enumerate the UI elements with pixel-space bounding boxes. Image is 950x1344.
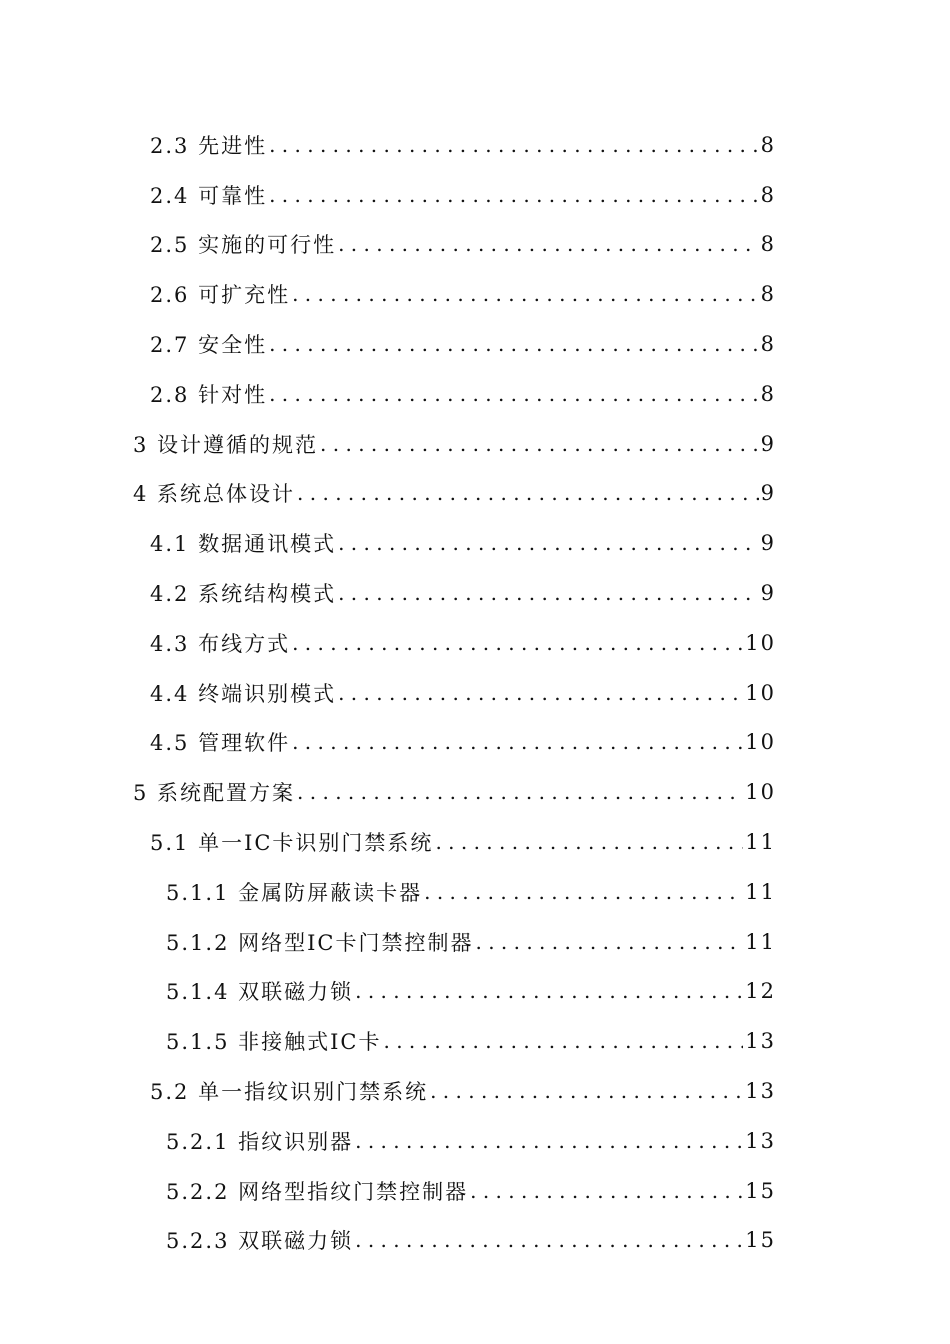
toc-entry-title: 3 设计遵循的规范 bbox=[133, 432, 319, 457]
toc-leader-dots bbox=[355, 1116, 743, 1166]
toc-entry-page: 15 bbox=[745, 1178, 776, 1203]
toc-leader-dots bbox=[320, 419, 759, 469]
toc-entry[interactable] bbox=[0, 518, 950, 568]
toc-leader-dots bbox=[430, 1066, 743, 1116]
toc-entry[interactable] bbox=[0, 867, 950, 917]
toc-entry-page: 9 bbox=[760, 431, 776, 456]
toc-entry-title: 5.2 单一指纹识别门禁系统 bbox=[150, 1080, 429, 1105]
toc-entry[interactable] bbox=[0, 469, 950, 519]
toc-leader-dots bbox=[292, 718, 743, 768]
toc-leader-dots bbox=[424, 867, 743, 917]
toc-entry-title: 5.1.2 网络型IC卡门禁控制器 bbox=[166, 930, 474, 955]
toc-entry-title: 2.4 可靠性 bbox=[150, 183, 268, 208]
toc-entry-page: 8 bbox=[760, 182, 776, 207]
toc-entry[interactable] bbox=[0, 1016, 950, 1066]
toc-entry-page: 8 bbox=[760, 232, 776, 257]
toc-entry-title: 5.1.1 金属防屏蔽读卡器 bbox=[166, 880, 423, 905]
toc-entry[interactable] bbox=[0, 967, 950, 1017]
toc-leader-dots bbox=[338, 518, 759, 568]
toc-leader-dots bbox=[470, 1166, 743, 1216]
toc-entry[interactable] bbox=[0, 817, 950, 867]
toc-leader-dots bbox=[383, 1016, 743, 1066]
toc-entry-title: 4.5 管理软件 bbox=[150, 731, 291, 756]
toc-entry-page: 9 bbox=[760, 531, 776, 556]
toc-entry-page: 8 bbox=[760, 381, 776, 406]
toc-leader-dots bbox=[269, 120, 759, 170]
toc-entry[interactable] bbox=[0, 369, 950, 419]
toc-leader-dots bbox=[297, 767, 743, 817]
toc-leader-dots bbox=[297, 469, 759, 519]
toc-entry-title: 5 系统配置方案 bbox=[133, 781, 296, 806]
toc-entry-title: 2.5 实施的可行性 bbox=[150, 233, 337, 258]
toc-entry-title: 5.2.3 双联磁力锁 bbox=[166, 1229, 354, 1254]
toc-entry-title: 4.4 终端识别模式 bbox=[150, 681, 337, 706]
toc-entry[interactable] bbox=[0, 419, 950, 469]
toc-entry-title: 5.1 单一IC卡识别门禁系统 bbox=[150, 831, 434, 856]
toc-entry[interactable] bbox=[0, 767, 950, 817]
toc-entry[interactable] bbox=[0, 1216, 950, 1266]
toc-entry-page: 13 bbox=[745, 1029, 776, 1054]
toc-leader-dots bbox=[292, 269, 759, 319]
toc-entry[interactable] bbox=[0, 220, 950, 270]
toc-entry-page: 11 bbox=[745, 929, 776, 954]
toc-entry-title: 2.6 可扩充性 bbox=[150, 283, 291, 308]
toc-entry[interactable] bbox=[0, 668, 950, 718]
toc-entry-page: 11 bbox=[745, 830, 776, 855]
toc-entry[interactable] bbox=[0, 618, 950, 668]
toc-leader-dots bbox=[338, 568, 759, 618]
toc-entry-page: 9 bbox=[760, 481, 776, 506]
toc-entry-title: 5.1.5 非接触式IC卡 bbox=[166, 1030, 382, 1055]
toc-leader-dots bbox=[435, 817, 743, 867]
toc-entry[interactable] bbox=[0, 170, 950, 220]
toc-entry-page: 9 bbox=[760, 581, 776, 606]
toc-entry-page: 8 bbox=[760, 332, 776, 357]
toc-entry[interactable] bbox=[0, 1116, 950, 1166]
toc-entry-page: 10 bbox=[745, 730, 776, 755]
toc-entry-title: 2.7 安全性 bbox=[150, 333, 268, 358]
toc-entry[interactable] bbox=[0, 1066, 950, 1116]
toc-leader-dots bbox=[269, 319, 759, 369]
toc-entry-page: 10 bbox=[745, 630, 776, 655]
toc-entry-title: 4.1 数据通讯模式 bbox=[150, 532, 337, 557]
toc-leader-dots bbox=[338, 668, 743, 718]
toc-entry-title: 2.8 针对性 bbox=[150, 382, 268, 407]
toc-entry-title: 2.3 先进性 bbox=[150, 133, 268, 158]
toc-entry-title: 5.1.4 双联磁力锁 bbox=[166, 980, 354, 1005]
toc-entry-page: 11 bbox=[745, 879, 776, 904]
table-of-contents bbox=[0, 120, 950, 1265]
toc-entry[interactable] bbox=[0, 917, 950, 967]
toc-entry[interactable] bbox=[0, 120, 950, 170]
toc-entry[interactable] bbox=[0, 568, 950, 618]
toc-entry[interactable] bbox=[0, 319, 950, 369]
toc-entry[interactable] bbox=[0, 269, 950, 319]
toc-entry-page: 13 bbox=[745, 1128, 776, 1153]
toc-leader-dots bbox=[355, 967, 743, 1017]
toc-leader-dots bbox=[355, 1216, 743, 1266]
toc-entry-page: 8 bbox=[760, 282, 776, 307]
toc-entry-title: 4 系统总体设计 bbox=[133, 482, 296, 507]
toc-entry-page: 10 bbox=[745, 680, 776, 705]
toc-entry-title: 5.2.1 指纹识别器 bbox=[166, 1129, 354, 1154]
toc-leader-dots bbox=[292, 618, 743, 668]
toc-leader-dots bbox=[338, 220, 759, 270]
toc-entry-page: 10 bbox=[745, 780, 776, 805]
toc-entry-title: 4.3 布线方式 bbox=[150, 631, 291, 656]
toc-entry-page: 12 bbox=[745, 979, 776, 1004]
toc-entry-title: 5.2.2 网络型指纹门禁控制器 bbox=[166, 1179, 469, 1204]
toc-entry[interactable] bbox=[0, 718, 950, 768]
toc-leader-dots bbox=[269, 170, 759, 220]
toc-entry[interactable] bbox=[0, 1166, 950, 1216]
toc-entry-page: 13 bbox=[745, 1079, 776, 1104]
toc-entry-page: 8 bbox=[760, 132, 776, 157]
toc-entry-page: 15 bbox=[745, 1228, 776, 1253]
toc-leader-dots bbox=[475, 917, 743, 967]
toc-entry-title: 4.2 系统结构模式 bbox=[150, 582, 337, 607]
toc-leader-dots bbox=[269, 369, 759, 419]
